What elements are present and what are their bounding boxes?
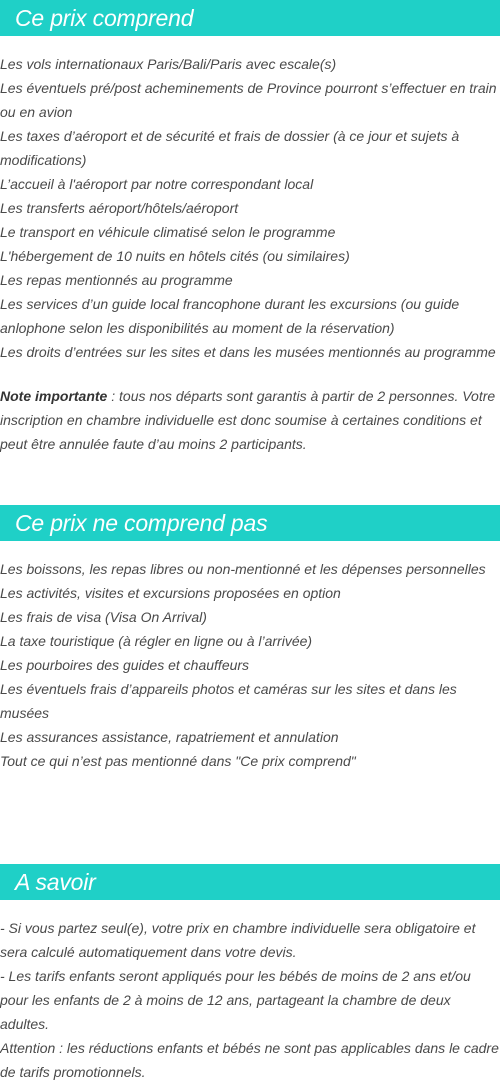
list-item: Les services d’un guide local francophone durant les excursions (ou guide anlophone selon les disponibilités au moment de la réservation) (0, 296, 460, 336)
list-item: Les droits d’entrées sur les sites et dans les musées mentionnés au programme (0, 344, 496, 360)
section-header-included (0, 0, 500, 36)
section-header-not-included (0, 505, 500, 541)
list-item: L'hébergement de 10 nuits en hôtels cités (ou similaires) (0, 248, 350, 264)
list-item: - Si vous partez seul(e), votre prix en chambre individuelle sera obligatoire et sera calculé automatiquement dans votre devis. (0, 920, 476, 960)
list-item: Les activités, visites et excursions proposées en option (0, 585, 341, 601)
list-item: Les transferts aéroport/hôtels/aéroport (0, 200, 239, 216)
list-item: Attention : les réductions enfants et bébés ne sont pas applicables dans le cadre de tarifs promotionnels. (0, 1040, 499, 1080)
list-item: Les pourboires des guides et chauffeurs (0, 657, 250, 673)
list-item: L’accueil à l'aéroport par notre correspondant local (0, 176, 314, 192)
not-included-list (0, 557, 500, 773)
note-text: : tous nos départs sont garantis à partir de 2 personnes. Votre inscription en chambre individuelle est donc soumise à certaines conditions et peut être annulée faute d’au moins 2 participants. (0, 388, 496, 452)
list-item: Le transport en véhicule climatisé selon le programme (0, 224, 336, 240)
list-item: Les éventuels frais d’appareils photos et caméras sur les sites et dans les musées (0, 681, 457, 721)
included-list (0, 52, 500, 364)
list-item: Les taxes d’aéroport et de sécurité et frais de dossier (à ce jour et sujets à modifications) (0, 128, 460, 168)
note-label: Note importante (0, 388, 108, 404)
section-header-good-to-know (0, 864, 500, 900)
list-item: Les repas mentionnés au programme (0, 272, 233, 288)
important-note (0, 384, 500, 456)
list-item: Les boissons, les repas libres ou non-mentionné et les dépenses personnelles (0, 561, 486, 577)
list-item: Tout ce qui n’est pas mentionné dans "Ce prix comprend" (0, 753, 356, 769)
section-title-not-included: Ce prix ne comprend pas (15, 509, 268, 536)
list-item: Les éventuels pré/post acheminements de Province pourront s’effectuer en train ou en avion (0, 80, 497, 120)
list-item: Les frais de visa (Visa On Arrival) (0, 609, 207, 625)
list-item: Les assurances assistance, rapatriement et annulation (0, 729, 339, 745)
section-title-good-to-know: A savoir (15, 868, 96, 895)
section-title-included: Ce prix comprend (15, 4, 194, 31)
list-item: - Les tarifs enfants seront appliqués pour les bébés de moins de 2 ans et/ou pour les enfants de 2 à moins de 12 ans, partageant la chambre de deux adultes. (0, 968, 471, 1032)
list-item: Les vols internationaux Paris/Bali/Paris avec escale(s) (0, 56, 337, 72)
list-item: La taxe touristique (à régler en ligne ou à l’arrivée) (0, 633, 313, 649)
